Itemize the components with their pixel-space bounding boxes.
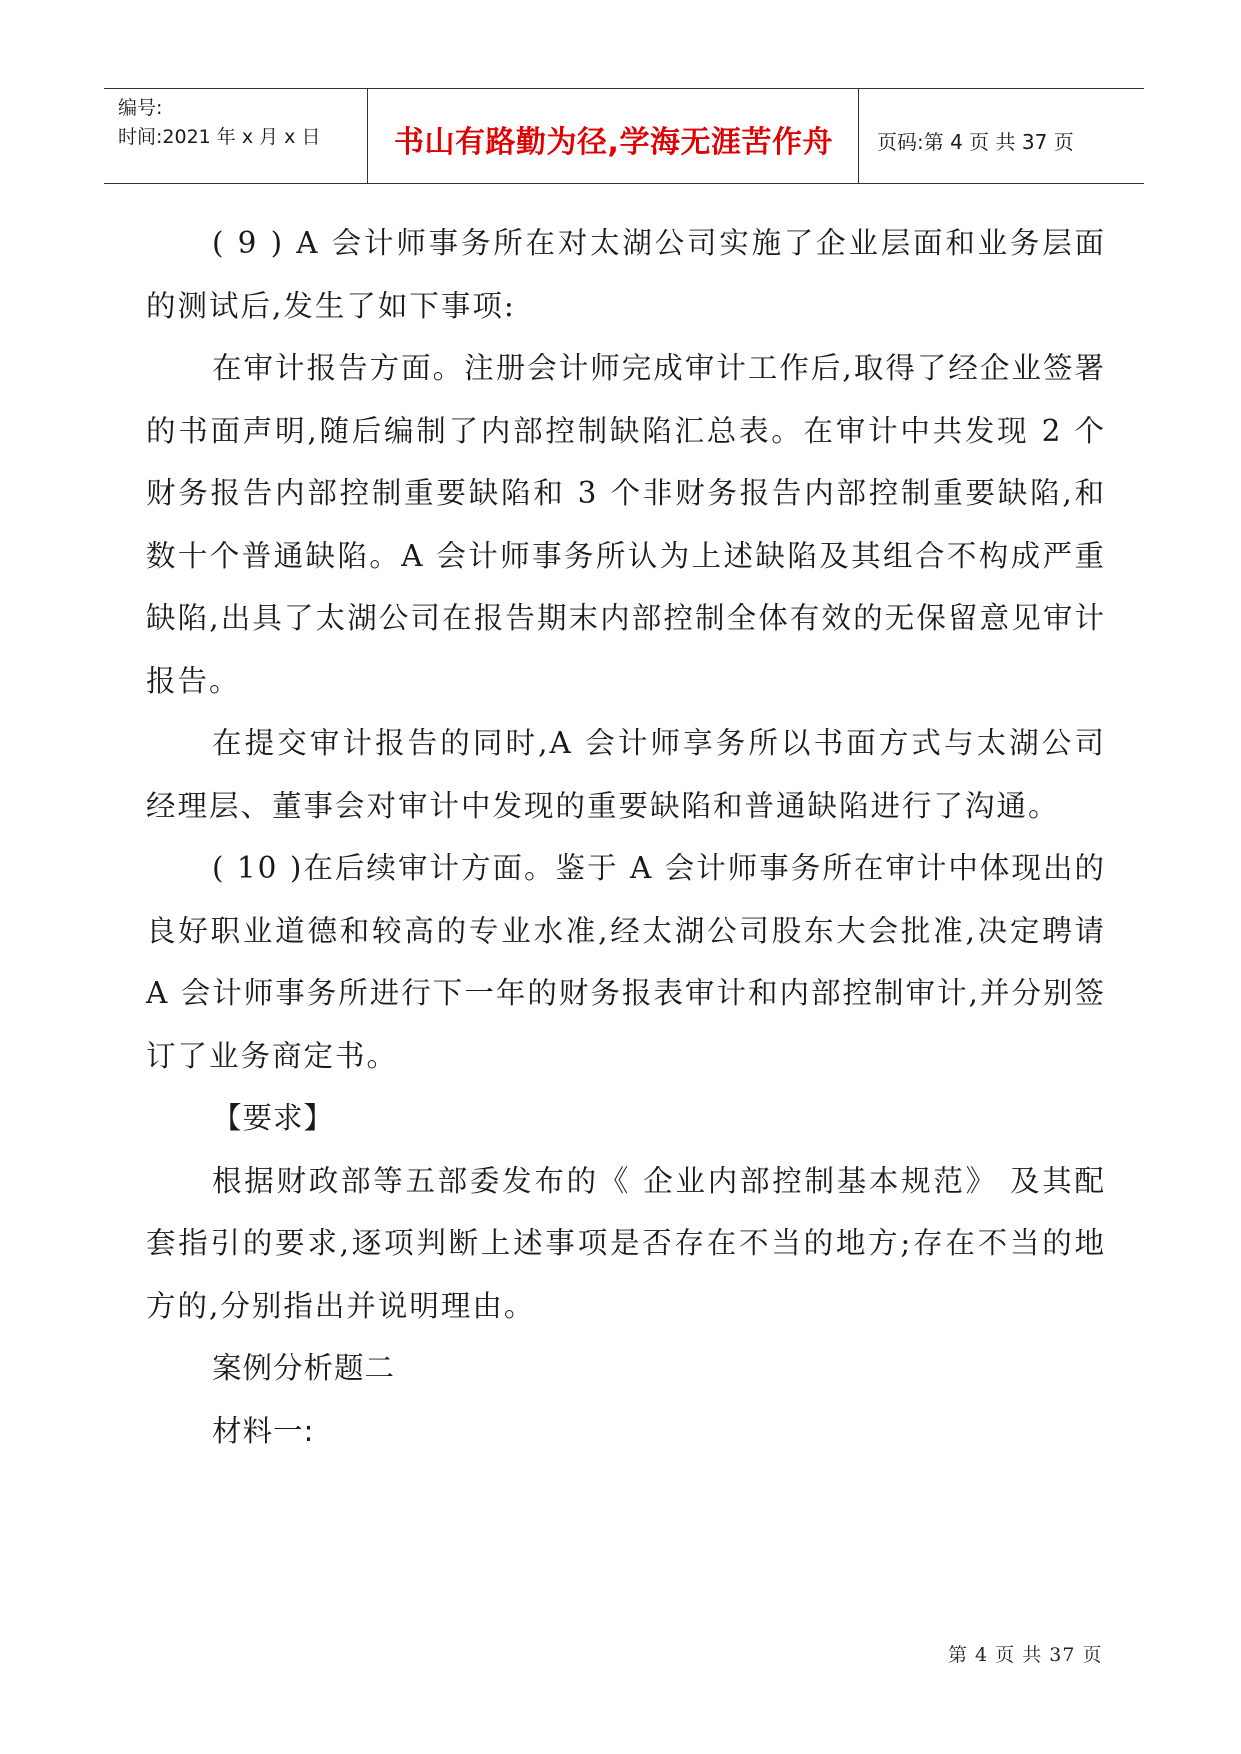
header-page-cell bbox=[859, 89, 1144, 183]
case-heading: 案例分析题二 bbox=[212, 1351, 396, 1385]
document-code-label: 编号: bbox=[118, 97, 163, 119]
document-body bbox=[146, 212, 1106, 1462]
paragraph-requirements: 根据财政部等五部委发布的《 企业内部控制基本规范》 及其配套指引的要求,逐项判断上述事项是否存在不当的地方;存在不当的地方的,分别指出并说明理由。 bbox=[146, 1163, 1106, 1323]
header-page-info: 页码:第 4 页 共 37 页 bbox=[877, 130, 1074, 154]
requirements-heading: 【要求】 bbox=[212, 1101, 335, 1135]
paragraph-audit-report: 在审计报告方面。注册会计师完成审计工作后,取得了经企业签署的书面声明,随后编制了内部控制缺陷汇总表。在审计中共发现 2 个财务报告内部控制重要缺陷和 3 个非财务报告内部控制重要缺陷,和数十个普通缺陷。A 会计师事务所认为上述缺陷及其组合不构成严重缺陷,出具了太湖公司在报告期末内部控制全体有效的无保留意见审计报告。 bbox=[146, 351, 1106, 698]
header-motto-cell bbox=[368, 89, 859, 183]
page-header bbox=[104, 88, 1144, 184]
page-footer: 第 4 页 共 37 页 bbox=[948, 1644, 1103, 1666]
document-time-label: 时间:2021 年 x 月 x 日 bbox=[118, 126, 321, 148]
paragraph-item-10: ( 10 )在后续审计方面。鉴于 A 会计师事务所在审计中体现出的良好职业道德和较高的专业水准,经太湖公司股东大会批准,决定聘请 A 会计师事务所进行下一年的财务报表审计和内部控制审计,并分别签订了业务商定书。 bbox=[146, 851, 1106, 1073]
header-info-cell bbox=[104, 89, 368, 183]
paragraph-communication: 在提交审计报告的同时,A 会计师享务所以书面方式与太湖公司经理层、董事会对审计中发现的重要缺陷和普通缺陷进行了沟通。 bbox=[146, 726, 1106, 823]
paragraph-item-9: ( 9 ) A 会计师事务所在对太湖公司实施了企业层面和业务层面的测试后,发生了如下事项: bbox=[146, 226, 1106, 323]
material-label: 材料一: bbox=[212, 1413, 315, 1448]
header-motto: 书山有路勤为径,学海无涯苦作舟 bbox=[394, 125, 833, 160]
